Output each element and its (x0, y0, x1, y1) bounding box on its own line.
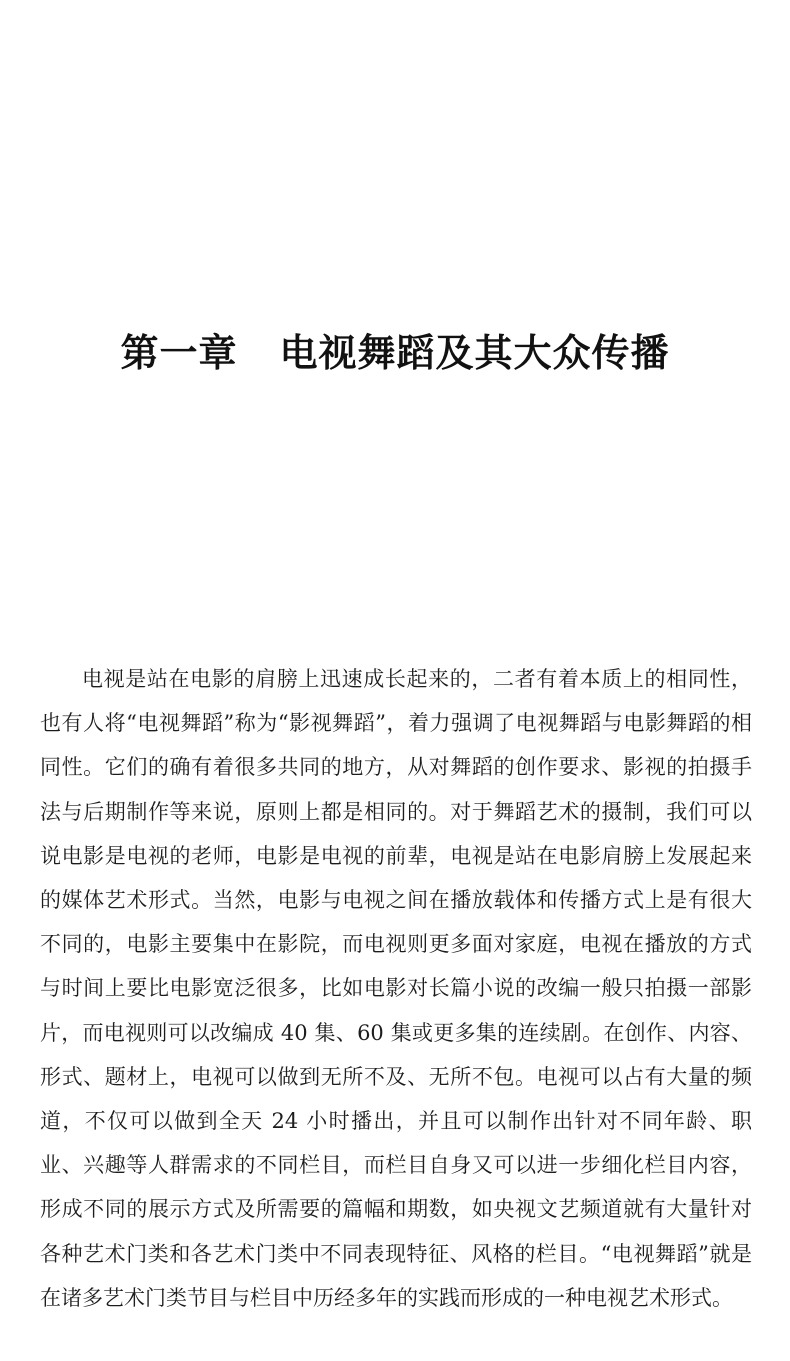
chapter-number: 第一章 (120, 331, 238, 375)
chapter-title: 电视舞蹈及其大众传播 (279, 331, 670, 375)
body-paragraph: 电视是站在电影的肩膀上迅速成长起来的，二者有着本质上的相同性，也有人将“电视舞蹈”称为“影视舞蹈”，着力强调了电视舞蹈与电影舞蹈的相同性。它们的确有着很多共同的地方，从对舞蹈的创作要求、影视的拍摄手法与后期制作等来说，原则上都是相同的。对于舞蹈艺术的摄制，我们可以说电影是电视的老师，电影是电视的前辈，电视是站在电影肩膀上发展起来的媒体艺术形式。当然，电影与电视之间在播放载体和传播方式上是有很大不同的，电影主要集中在影院，而电视则更多面对家庭，电视在播放的方式与时间上要比电影宽泛很多，比如电影对长篇小说的改编一般只拍摄一部影片，而电视则可以改编成 40 集、60 集或更多集的连续剧。在创作、内容、形式、题材上，电视可以做到无所不及、无所不包。电视可以占有大量的频道，不仅可以做到全天 24 小时播出，并且可以制作出针对不同年龄、职业、兴趣等人群需求的不同栏目，而栏目自身又可以进一步细化栏目内容，形成不同的展示方式及所需要的篇幅和期数，如央视文艺频道就有大量针对各种艺术门类和各艺术门类中不同表现特征、风格的栏目。“电视舞蹈”就是在诸多艺术门类节目与栏目中历经多年的实践而形成的一种电视艺术形式。 (40, 667, 752, 1310)
chapter-heading (0, 325, 790, 381)
